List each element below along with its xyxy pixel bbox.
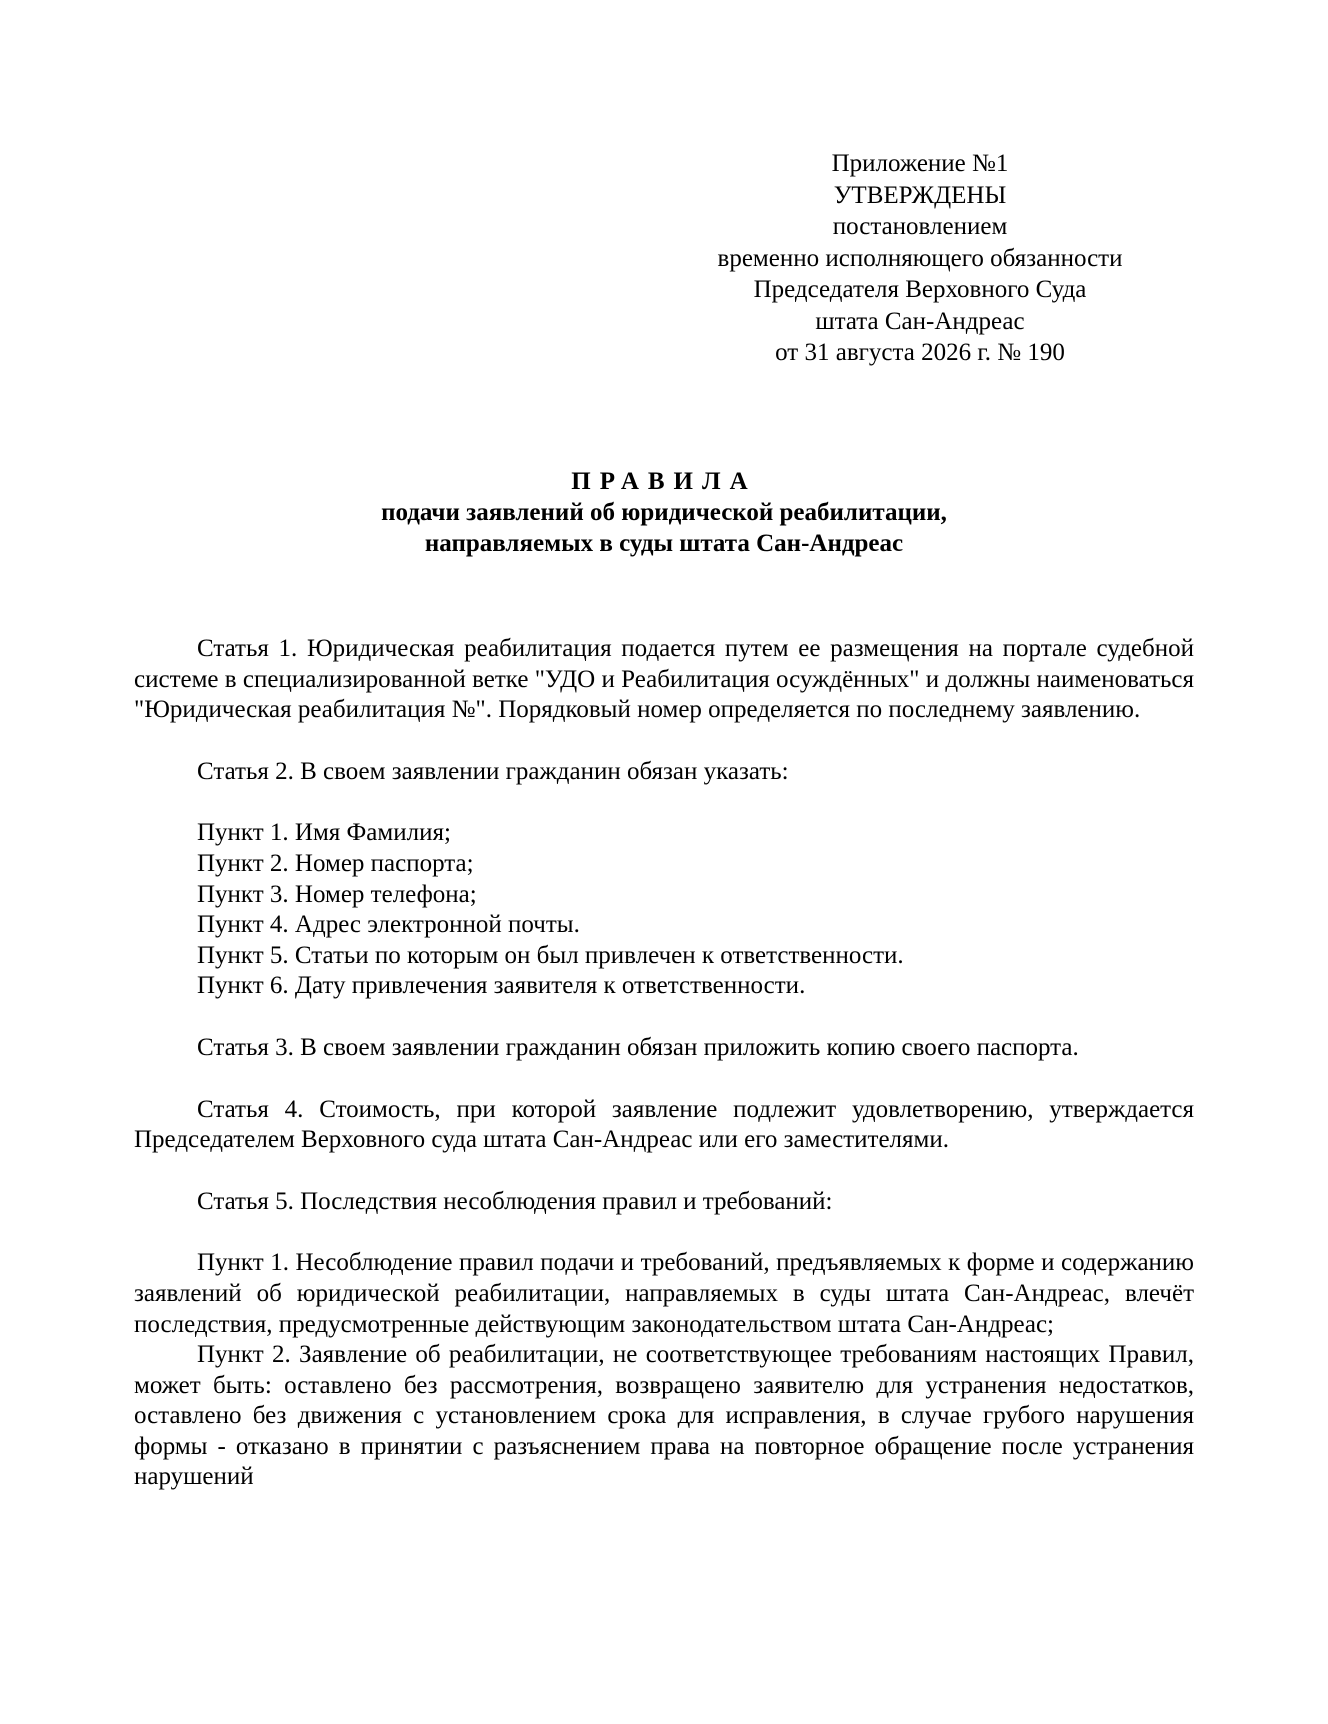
article-2-item-6: Пункт 6. Дату привлечения заявителя к ответственности. [197,972,806,1000]
article-2-item-4: Пункт 4. Адрес электронной почты. [197,911,580,939]
article-2-item-1: Пункт 1. Имя Фамилия; [197,819,451,847]
approval-state: штата Сан-Андреас [815,307,1025,335]
approval-approved: УТВЕРЖДЕНЫ [833,181,1007,209]
approval-acting: временно исполняющего обязанности [717,244,1123,272]
article-2-item-3: Пункт 3. Номер телефона; [197,880,477,908]
approval-by-resolution: постановлением [832,213,1008,240]
approval-block [620,148,1220,369]
approval-chairman: Председателя Верховного Суда [753,276,1087,303]
document-body [134,634,1194,1493]
article-2: Статья 2. В своем заявлении гражданин обязан указать: [197,757,789,785]
title-subtitle-line2: направляемых в суды штата Сан-Андреас [424,530,904,557]
approval-appendix: Приложение №1 [831,150,1009,177]
article-4: Статья 4. Стоимость, при которой заявление подлежит удовлетворению, утверждается Председателем Верховного суда штата Сан-Андреас или его заместителями. [134,1095,1194,1154]
approval-date-number: от 31 августа 2026 г. № 190 [775,339,1065,366]
document-title [134,466,1194,559]
article-2-item-5: Пункт 5. Статьи по которым он был привлечен к ответственности. [197,941,904,969]
article-5: Статья 5. Последствия несоблюдения правил и требований: [197,1187,833,1215]
article-5-point-2: Пункт 2. Заявление об реабилитации, не соответствующее требованиям настоящих Правил, может быть: оставлено без рассмотрения, возвращено заявителю для устранения недостатков, оставлено без движения с установлением срока для исправления, в случае грубого нарушения формы - отказано в принятии с разъяснением права на повторное обращение после устранения нарушений [134,1341,1194,1491]
title-main: ПРАВИЛА [571,468,757,495]
article-3: Статья 3. В своем заявлении гражданин обязан приложить копию своего паспорта. [197,1033,1079,1061]
article-5-point-1: Пункт 1. Несоблюдение правил подачи и требований, предъявляемых к форме и содержанию заявлений об юридической реабилитации, направляемых в суды штата Сан-Андреас, влечёт последствия, предусмотренные действующим законодательством штата Сан-Андреас; [134,1249,1194,1338]
article-1: Статья 1. Юридическая реабилитация подается путем ее размещения на портале судебной системе в специализированной ветке "УДО и Реабилитация осуждённых" и должны наименоваться "Юридическая реабилитация №". Порядковый номер определяется по последнему заявлению. [134,635,1194,724]
article-2-item-2: Пункт 2. Номер паспорта; [197,849,474,877]
title-subtitle-line1: подачи заявлений об юридической реабилитации, [381,499,947,526]
